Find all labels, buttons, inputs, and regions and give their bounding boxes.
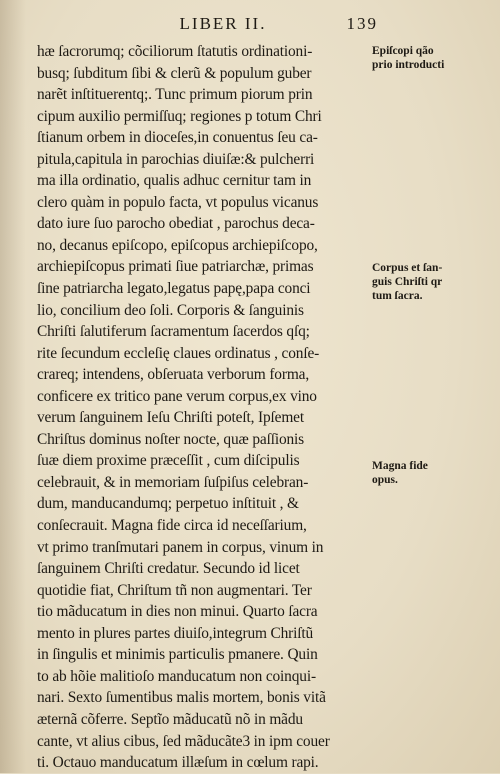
- text-line: rite ſecundum eccleſię claues ordinatus , conſe-: [37, 344, 320, 362]
- text-line: conficere ex tritico pane verum corpus,ex vino: [37, 387, 317, 405]
- marginal-note-corpus: [372, 261, 484, 303]
- text-line: ma illa ordinatio, qualis adhuc cernitur tam in: [37, 172, 312, 190]
- text-line: ſanguinem Chriſti credatur. Secundo id licet: [37, 560, 300, 578]
- text-line: dato iure ſuo parocho obediat , parochus deca-: [37, 215, 315, 233]
- text-line: ti. Octauo manducatum illæſum in cœlum rapi.: [37, 754, 319, 772]
- text-line: no, decanus epiſcopo, epiſcopus archiepiſcopo,: [37, 236, 318, 254]
- marginal-note-line: tum ſacra.: [372, 290, 423, 302]
- marginal-note-faith: [372, 459, 484, 487]
- text-line: busq; ſubditum ſibi & clerũ & populum guber: [37, 64, 312, 82]
- text-line: verum ſanguinem Ieſu Chriſti poteſt, Ipſemet: [37, 409, 304, 427]
- text-line: ſtianum orbem in dioceſes,in conuentus ſeu ca-: [37, 129, 318, 147]
- text-line: crareq; intendens, obſeruata verborum forma,: [37, 366, 310, 384]
- text-line: ſine patriarcha legato,legatus papę,papa conci: [37, 280, 311, 298]
- text-line: clero quàm in populo facta, vt populus vicanus: [37, 193, 319, 211]
- text-line: lio, concilium deo ſoli. Corporis & ſanguinis: [37, 301, 304, 319]
- text-line: Chriſti ſalutiferum ſacramentum ſacerdos qſq;: [37, 323, 310, 341]
- text-line: pitula,capitula in parochias diuiſæ:& pulcherri: [37, 150, 315, 168]
- text-line: cante, vt alius cibus, ſed mãducãte3 in ipm couer: [37, 732, 330, 750]
- text-line: conſecrauit. Magna fide circa id neceſſarium,: [37, 517, 307, 535]
- main-text-block: [37, 41, 372, 774]
- text-line: celebrauit, & in memoriam ſuſpiſus celebran-: [37, 473, 309, 491]
- text-line: æternã cõferre. Septĩo mãducatũ nõ in mãdu: [37, 710, 303, 728]
- text-line: archiepiſcopus primati ſiue patriarchæ, primas: [37, 258, 314, 276]
- text-line: ſuæ diem proxime præceſſit , cum diſcipulis: [37, 452, 300, 470]
- text-line: quotidie fiat, Chriſtum tñ non augmentari. Ter: [37, 581, 312, 599]
- folio-number: 139: [346, 14, 378, 33]
- marginal-note-line: Epiſcopi qão: [372, 45, 434, 57]
- text-line: hæ ſacrorumq; cõciliorum ſtatutis ordinationi-: [37, 43, 313, 60]
- marginal-note-line: prio introducti: [372, 59, 445, 71]
- text-line: nari. Sexto ſumentibus malis mortem, bonis vitã: [37, 689, 326, 707]
- text-line: cipum auxilio permiſſuq; regiones p totum Chri: [37, 107, 322, 125]
- page-header: [118, 14, 378, 34]
- text-line: narẽt inſtituerentq;. Tunc primum piorum prin: [37, 86, 313, 104]
- text-line: dum, manducandumq; perpetuo inſtituit , &: [37, 495, 299, 513]
- marginal-note-bishops: [372, 44, 484, 72]
- running-title: LIBER II.: [179, 14, 267, 33]
- marginal-note-line: Corpus et ſan-: [372, 262, 443, 274]
- text-line: vt primo tranſmutari panem in corpus, vinum in: [37, 538, 324, 556]
- marginal-note-line: guis Chriſti qr: [372, 276, 443, 288]
- text-line: to ab hõie malitioſo manducatum non coinqui-: [37, 667, 316, 685]
- text-line: Chriſtus dominus noſter nocte, quæ paſſionis: [37, 430, 304, 448]
- marginal-note-line: opus.: [372, 474, 398, 486]
- text-line: in ſingulis et minimis particulis pmanere. Quin: [37, 646, 318, 664]
- text-line: mento in plures partes diuiſo,integrum Chriſtũ: [37, 624, 314, 642]
- text-line: tio mãducatum in dies non minui. Quarto ſacra: [37, 603, 318, 621]
- marginal-note-line: Magna fide: [372, 460, 428, 472]
